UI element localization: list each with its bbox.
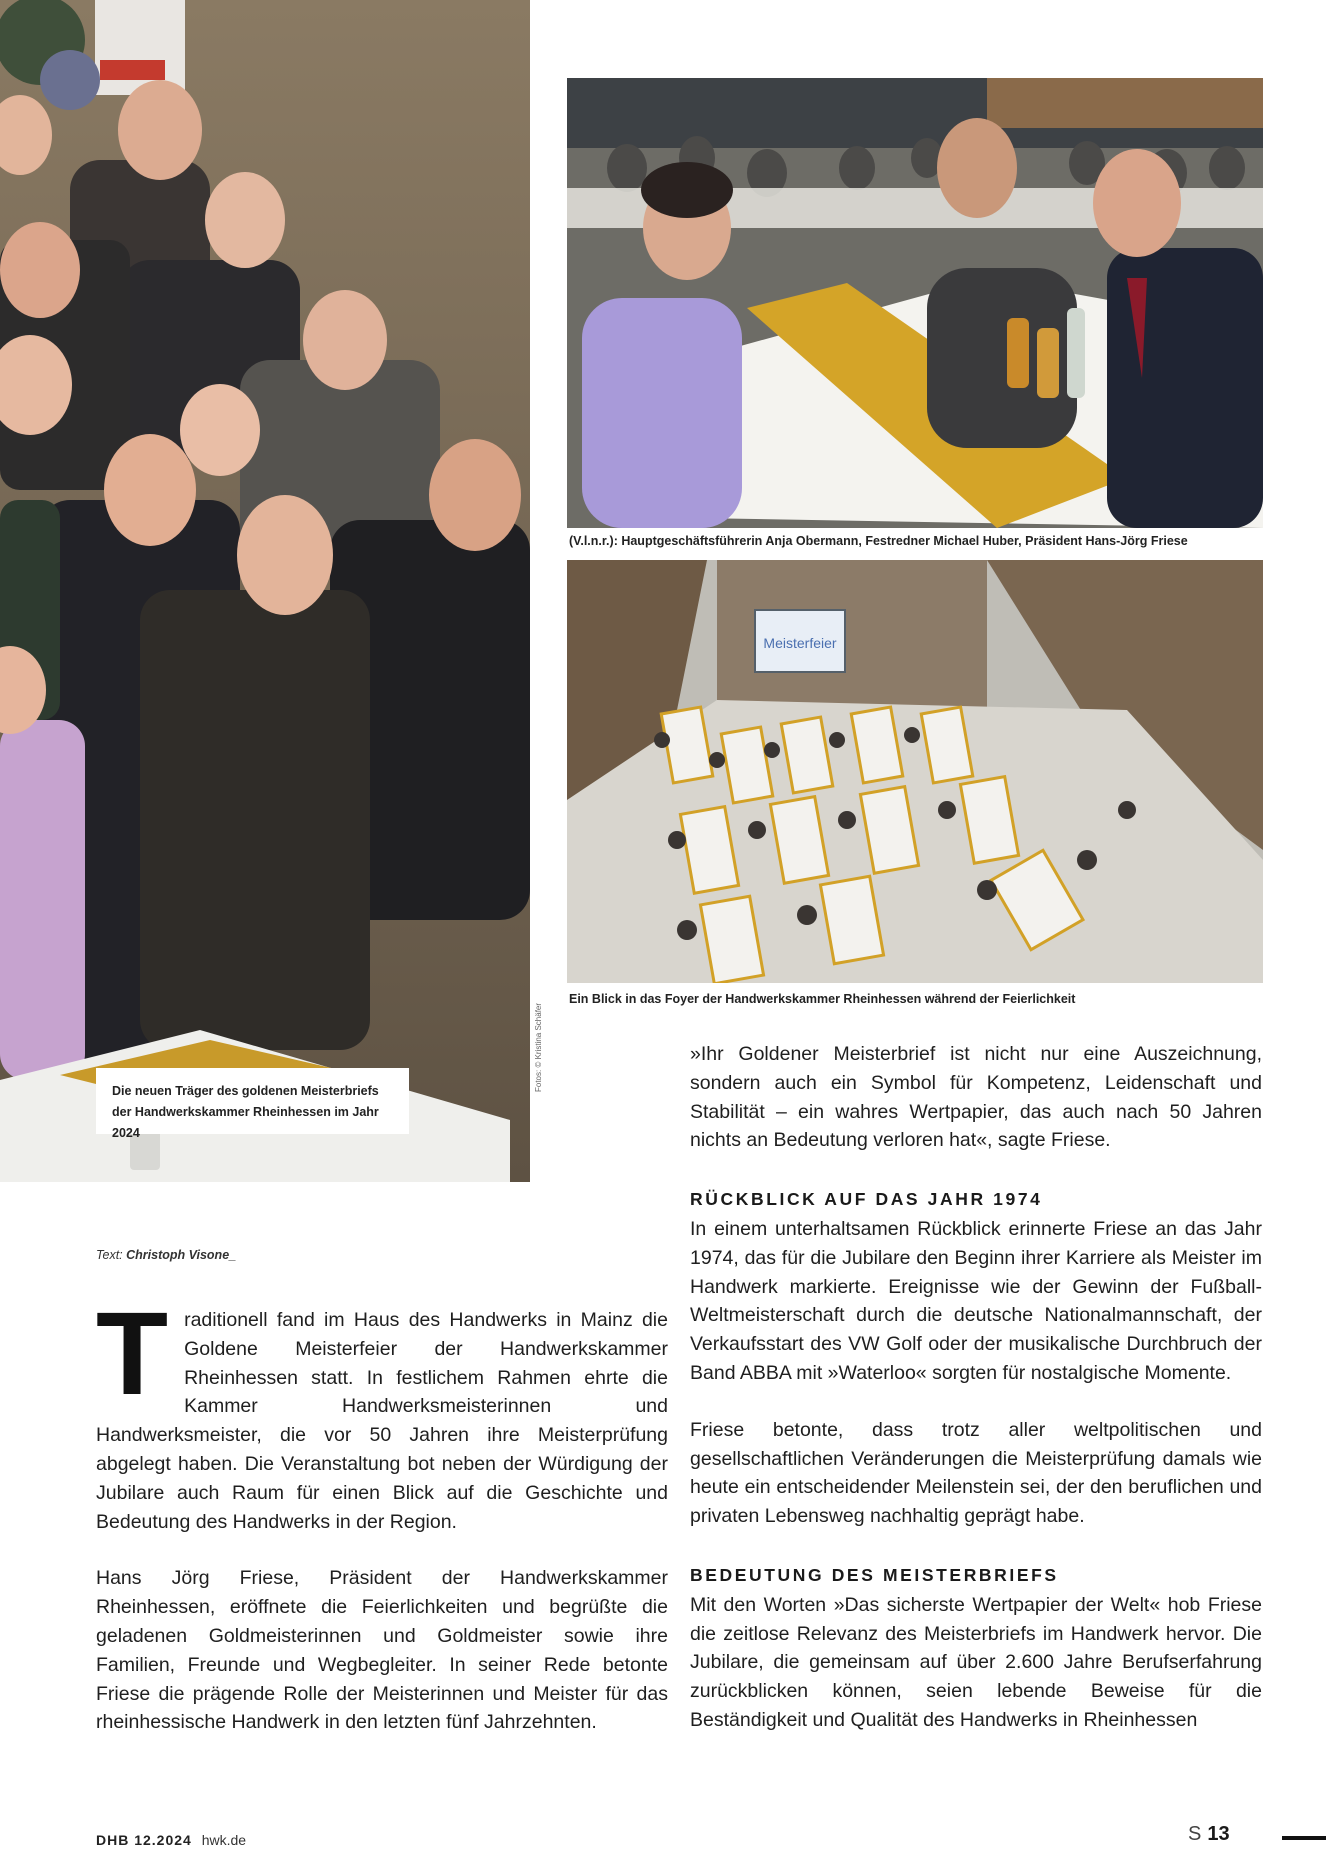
byline-prefix: Text: [96,1248,123,1262]
group-photo-caption: Die neuen Träger des goldenen Meisterbriefs der Handwerkskammer Rheinhessen im Jahr 2024 [96,1068,409,1134]
foyer-photo-caption: Ein Blick in das Foyer der Handwerkskammer Rheinhessen während der Feierlichkeit [569,992,1076,1006]
footer-rule [1282,1836,1326,1840]
byline-author: Christoph Visone_ [126,1248,237,1262]
page-number [1188,1823,1230,1846]
article-paragraph-5: Friese betonte, dass trotz aller weltpolitischen und gesellschaftlichen Veränderungen die Meisterprüfung damals wie heute ein entscheidender Meilenstein sei, der den beruflichen und privaten Lebensweg nachhaltig geprägt habe. [690,1418,1262,1528]
table-photo-caption: (V.l.n.r.): Hauptgeschäftsführerin Anja Obermann, Festredner Michael Huber, Präsident Hans-Jörg Friese [569,534,1188,548]
issue-label: DHB 12.2024 [96,1832,192,1848]
byline [96,1248,236,1262]
foyer-photo [567,560,1263,983]
dinner-table-photo [567,78,1263,528]
dropcap: T [96,1288,169,1420]
section-heading-1974: RÜCKBLICK AUF DAS JAHR 1974 [690,1189,1043,1210]
article-column-left [96,1288,668,1737]
article-paragraph-1-text: raditionell fand im Haus des Handwerks in Mainz die Goldene Meisterfeier der Handwerkskammer Rheinhessen statt. In festlichem Rahmen ehrte die Kammer Handwerksmeisterinnen und Handwerksmeister, die vor 50 Jahren ihre Meisterprüfung abgelegt haben. Die Veranstaltung bot neben der Würdigung der Jubilare auch Raum für einen Blick auf die Geschichte und Bedeutung des Handwerks in der Region. [96,1309,668,1533]
article-paragraph-3: »Ihr Goldener Meisterbrief ist nicht nur eine Auszeichnung, sondern auch ein Symbol für Kompetenz, Leidenschaft und Stabilität – ein wahres Wertpapier, das auch nach 50 Jahren nichts an Bedeutung verloren hat«, sagte Friese. [690,1043,1262,1152]
website-label: hwk.de [201,1832,247,1848]
article-paragraph-4: In einem unterhaltsamen Rückblick erinnerte Friese an das Jahr 1974, das für die Jubilare den Beginn ihrer Karriere als Meister im Handwerk markierte. Ereignisse wie der Gewinn der Fußball-Weltmeisterschaft durch die deutsche Nationalmannschaft, der Verkaufsstart des VW Golf oder der musikalische Durchbruch der Band ABBA mit »Waterloo« sorgten für nostalgische Momente. [690,1217,1262,1384]
page-number-value: 13 [1207,1823,1230,1845]
page-prefix: S [1188,1823,1202,1845]
article-column-right [690,1040,1262,1735]
screen-text: Meisterfeier [763,635,837,651]
photo-credit: Fotos: © Kristina Schäfer [534,1002,543,1092]
group-photo [0,0,530,1182]
page-footer [96,1832,246,1848]
section-heading-meisterbrief: BEDEUTUNG DES MEISTERBRIEFS [690,1564,1059,1585]
article-paragraph-6: Mit den Worten »Das sicherste Wertpapier der Welt« hob Friese die zeitlose Relevanz des Meisterbriefs im Handwerk hervor. Die Jubilare, die gemeinsam auf über 2.600 Jahre Berufserfahrung zurückblicken können, seien lebende Beweise für die Beständigkeit und Qualität des Handwerks in Rheinhessen [690,1593,1262,1731]
article-paragraph-1 [96,1288,668,1536]
article-paragraph-2: Hans Jörg Friese, Präsident der Handwerkskammer Rheinhessen, eröffnete die Feierlichkeiten und begrüßte die geladenen Goldmeisterinnen und Goldmeister sowie ihre Familien, Freunde und Wegbegleiter. In seiner Rede betonte Friese die prägende Rolle der Meisterinnen und Meister für das rheinhessische Handwerk in den letzten fünf Jahrzehnten. [96,1567,668,1734]
